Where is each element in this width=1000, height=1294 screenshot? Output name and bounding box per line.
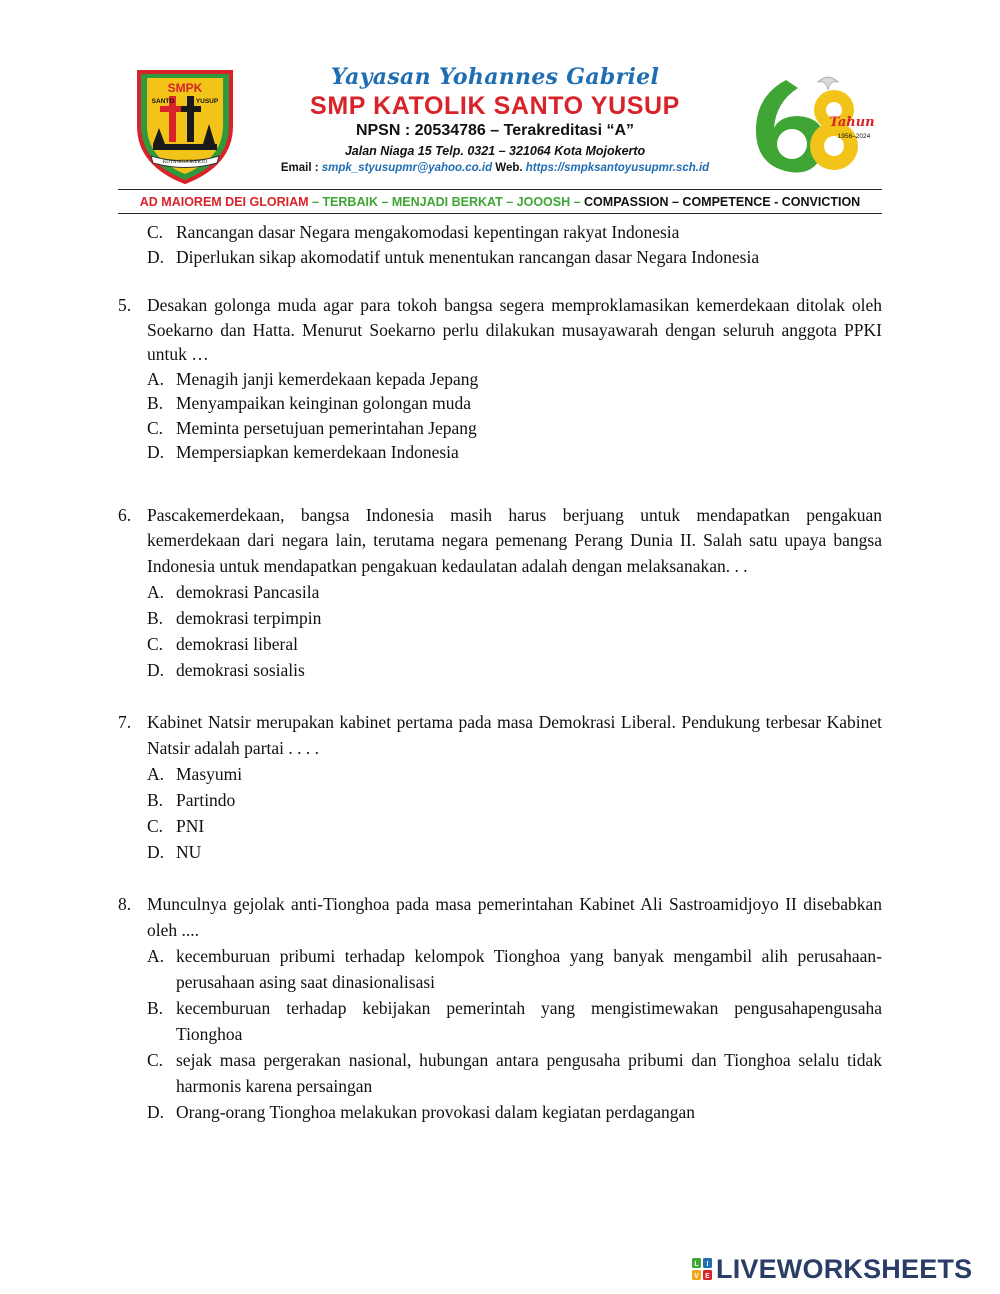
option-text: kecemburuan terhadap kebijakan pemerintah yang mengistimewakan pengusahapengusaha Tionghoa [176,998,882,1044]
option-text: Rancangan dasar Negara mengakomodasi kepentingan rakyat Indonesia [176,222,680,242]
icon-letter-e: E [705,1273,710,1280]
option-letter: A. [147,764,165,784]
option-letter: C. [147,1050,164,1070]
question-8 [118,891,882,1125]
motto-red: AD MAIOREM DEI GLORIAM [139,195,309,209]
question-text: Desakan golonga muda agar para tokoh bangsa segera memproklamasikan kemerdekaan ditolak oleh Soekarno dan Hatta. Menurut Soekarno perlu dilakukan musayawarah dengan seluruh anggota PPKI untuk … [147,295,882,364]
anniversary-years: 1956–2024 [837,133,871,140]
option-letter: D. [147,660,165,680]
option-text: Masyumi [176,764,243,784]
option-item[interactable] [118,813,882,839]
logo-top-text: SMPK [167,81,203,95]
question-number: 7. [118,712,132,732]
logo-right-text: YUSUP [195,98,219,105]
logo-ribbon-text: KOTA MOJOKERTO [162,160,208,165]
icon-letter-l: L [694,1261,699,1268]
anniversary-label: Tahun [829,115,875,130]
option-item[interactable] [118,839,882,865]
question-stem [118,503,882,580]
option-letter: C. [147,417,164,438]
question-text: Kabinet Natsir merupakan kabinet pertama pada masa Demokrasi Liberal. Pendukung terbesar Kabinet Natsir adalah partai . . . . [147,712,882,758]
option-text: demokrasi Pancasila [176,582,320,602]
option-text: demokrasi liberal [176,634,298,654]
question-number: 8. [118,894,132,914]
school-motto [118,194,882,211]
icon-letter-v: V [694,1273,699,1280]
anniversary-68-logo [746,68,876,180]
question-stem [118,293,882,367]
option-text: Menyampaikan keinginan golongan muda [176,393,471,413]
option-text: Meminta persetujuan pemerintahan Jepang [176,417,477,438]
option-text: Diperlukan sikap akomodatif untuk menentukan rancangan dasar Negara Indonesia [176,246,760,267]
question-number: 6. [118,504,132,525]
header-rule-top [118,189,882,190]
option-item[interactable] [118,1047,882,1099]
option-item[interactable] [118,391,882,416]
option-letter: A. [147,582,165,602]
option-letter: D. [147,842,165,862]
liveworksheets-wordmark: LIVEWORKSHEETS [716,1254,973,1284]
liveworksheets-brand[interactable] [692,1253,992,1285]
option-text: demokrasi terpimpin [176,608,322,628]
motto-black: COMPASSION – COMPETENCE - CONVICTION [584,195,861,209]
option-letter: B. [147,393,164,413]
option-letter: B. [147,790,164,810]
option-letter: D. [147,1102,165,1122]
school-address: Jalan Niaga 15 Telp. 0321 – 321064 Kota Mojokerto [344,144,646,158]
email-value[interactable]: smpk_styusupmr@yahoo.co.id [321,162,493,174]
option-item[interactable] [118,787,882,813]
option-letter: D. [147,442,165,462]
prev-question-options [118,220,882,269]
option-item[interactable] [118,440,882,465]
foundation-name: Yayasan Yohannes Gabriel [330,64,660,90]
school-shield-logo [133,66,237,186]
option-item[interactable] [118,995,882,1047]
option-text: demokrasi sosialis [176,660,305,680]
liveworksheets-icon [692,1258,712,1280]
question-text: Pascakemerdekaan, bangsa Indonesia masih harus berjuang untuk mendapatkan pengakuan kemerdekaan dari negara lain, terutama negara pemenang Perang Dunia II. Salah satu upaya bangsa Indonesia untuk mendapatkan pengakuan kedaulatan adalah dengan melaksanakan. . . [147,504,882,576]
option-text: Partindo [176,790,236,810]
option-letter: C. [147,634,164,654]
option-item[interactable] [118,631,882,657]
option-letter: A. [147,946,165,966]
option-item[interactable] [118,416,882,441]
question-text: Munculnya gejolak anti-Tionghoa pada masa pemerintahan Kabinet Ali Sastroamidjoyo II disebabkan oleh .... [147,894,882,940]
question-6 [118,503,882,684]
contact-line [250,160,740,176]
letterhead [0,0,1000,215]
option-letter: C. [147,816,164,836]
icon-letter-i: I [706,1261,709,1268]
option-item[interactable] [118,245,882,270]
option-item[interactable] [118,761,882,787]
email-label: Email : [280,162,319,174]
option-item[interactable] [118,367,882,392]
question-stem [118,891,882,943]
web-value[interactable]: https://smpksantoyusupmr.sch.id [525,162,710,174]
option-letter: D. [147,246,165,267]
option-item[interactable] [118,1099,882,1125]
header-rule-bottom [118,213,882,214]
option-letter: B. [147,608,164,628]
option-item[interactable] [118,943,882,995]
npsn-accreditation: NPSN : 20534786 – Terakreditasi “A” [355,122,635,139]
school-name: SMP KATOLIK SANTO YUSUP [310,92,680,120]
option-letter: C. [147,222,164,242]
option-item[interactable] [118,657,882,683]
option-text: kecemburuan pribumi terhadap kelompok Tionghoa yang banyak mengambil alih perusahaan-perusahaan asing saat dinasionalisasi [176,946,882,992]
option-text: Mempersiapkan kemerdekaan Indonesia [176,442,459,462]
question-5 [118,293,882,465]
worksheet-content [118,220,882,1125]
web-label: Web. [495,162,523,174]
logo-left-text: SANTO [151,98,175,105]
question-7 [118,709,882,865]
option-text: sejak masa pergerakan nasional, hubungan antara pengusaha pribumi dan Tionghoa selalu tidak harmonis karena persaingan [176,1050,882,1096]
option-text: Orang-orang Tionghoa melakukan provokasi dalam kegiatan perdagangan [176,1102,696,1122]
option-item[interactable] [118,220,882,245]
option-letter: A. [147,368,165,389]
option-text: NU [176,842,202,862]
question-number: 5. [118,295,132,315]
option-text: Menagih janji kemerdekaan kepada Jepang [176,368,479,389]
option-text: PNI [176,816,205,836]
motto-green: – TERBAIK – MENJADI BERKAT – JOOOSH – [308,195,585,209]
question-stem [118,709,882,761]
option-letter: B. [147,998,164,1018]
option-item[interactable] [118,605,882,631]
option-item[interactable] [118,579,882,605]
